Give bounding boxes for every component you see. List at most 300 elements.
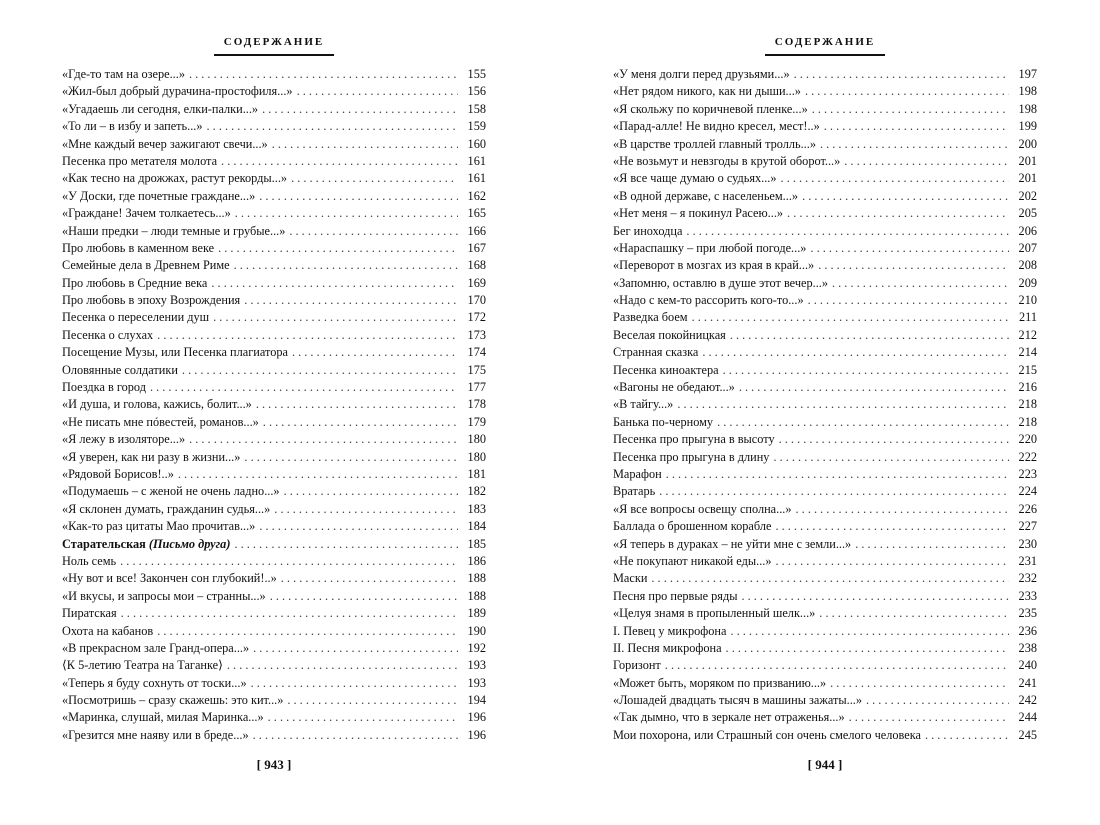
toc-entry — [613, 414, 1037, 431]
toc-entry-title — [613, 483, 655, 500]
toc-entry-title-text: ⟨К 5-летию Театра на Таганке⟩ — [62, 658, 223, 673]
toc-entry — [613, 136, 1037, 153]
toc-entry-title-text: «У Доски, где почетные граждане...» — [62, 188, 256, 203]
dot-leader — [234, 536, 458, 553]
toc-entry-page: 197 — [1018, 67, 1037, 81]
toc-entry-title-text: Банька по-черному — [613, 414, 714, 429]
dot-leader — [234, 257, 458, 274]
toc-entry-page: 170 — [467, 293, 486, 308]
toc-entry-title-text: «Целуя знамя в пропыленный шелк...» — [613, 606, 816, 621]
toc-entry-title — [62, 605, 117, 622]
dot-leader — [686, 223, 1009, 240]
toc-entry-title-text: «Запомню, оставлю в душе этот вечер...» — [613, 275, 828, 290]
toc-entry — [613, 518, 1037, 535]
dot-leader — [844, 153, 1009, 170]
dot-leader — [270, 588, 458, 605]
toc-entry — [613, 640, 1037, 657]
toc-entry-page: 201 — [1018, 153, 1037, 168]
toc-entry-title-text: «Где-то там на озере...» — [62, 67, 185, 81]
toc-entry-title — [613, 101, 808, 118]
toc-entry — [613, 501, 1037, 518]
toc-entry-title — [62, 588, 266, 605]
toc-entry — [62, 362, 486, 379]
toc-entry-title-text: «Маринка, слушай, милая Маринка...» — [62, 710, 264, 725]
toc-entry-page: 158 — [467, 101, 486, 116]
toc-entry-page: 168 — [467, 258, 486, 273]
toc-entry-title — [62, 136, 268, 153]
toc-entry-page: 238 — [1018, 640, 1037, 655]
dot-leader — [263, 414, 458, 431]
toc-entry-page: 182 — [467, 484, 486, 499]
toc-entry-title — [62, 170, 287, 187]
toc-entry — [613, 309, 1037, 326]
toc-entry-page: 155 — [467, 67, 486, 81]
toc-entry-page: 214 — [1018, 345, 1037, 360]
toc-entry-title — [613, 570, 647, 587]
toc-entry — [613, 431, 1037, 448]
toc-entry-title — [613, 257, 814, 274]
toc-entry-title — [613, 136, 816, 153]
right-page — [613, 0, 1037, 825]
toc-entry-title — [62, 536, 230, 553]
left-page — [62, 0, 486, 825]
dot-leader — [741, 588, 1009, 605]
toc-entry-page: 185 — [467, 536, 486, 551]
toc-entry-title-text: «Граждане! Зачем толкаетесь...» — [62, 206, 231, 221]
toc-entry-title-text: Оловянные солдатики — [62, 362, 178, 377]
toc-entry — [62, 153, 486, 170]
toc-entry-title — [613, 275, 828, 292]
toc-entry — [62, 66, 486, 83]
dot-leader — [819, 605, 1009, 622]
dot-leader — [121, 605, 458, 622]
toc-entry-title — [62, 623, 153, 640]
toc-entry — [62, 431, 486, 448]
toc-entry — [62, 657, 486, 674]
toc-entry-page: 210 — [1018, 293, 1037, 308]
toc-entry-title — [613, 327, 726, 344]
toc-entry-title-text: «У меня долги перед друзьями...» — [613, 67, 790, 81]
dot-leader — [830, 675, 1009, 692]
toc-entry — [613, 205, 1037, 222]
toc-entry-title — [62, 501, 270, 518]
toc-entry-page: 167 — [467, 240, 486, 255]
toc-entry-title — [62, 188, 255, 205]
toc-entry-page: 192 — [467, 640, 486, 655]
toc-entry — [62, 588, 486, 605]
dot-leader — [284, 483, 458, 500]
toc-entry-title — [62, 727, 249, 744]
toc-entry-title-text: «Подумаешь – с женой не очень ладно...» — [62, 484, 280, 499]
toc-entry-page: 173 — [467, 327, 486, 342]
toc-entry — [613, 570, 1037, 587]
toc-entry-title — [62, 83, 293, 100]
toc-entry-title-text: Бег иноходца — [613, 223, 683, 238]
toc-entry-page: 200 — [1018, 136, 1037, 151]
toc-entry — [613, 66, 1037, 83]
toc-entry-title-text: «Так дымно, что в зеркале нет отраженья...» — [613, 710, 845, 725]
dot-leader — [730, 327, 1009, 344]
dot-leader — [730, 623, 1009, 640]
toc-entry — [62, 83, 486, 100]
toc-entry-title-text: «И душа, и голова, кажись, болит...» — [62, 397, 252, 412]
dot-leader — [812, 101, 1009, 118]
toc-entry — [613, 240, 1037, 257]
toc-entry-title — [613, 188, 798, 205]
dot-leader — [272, 136, 458, 153]
toc-entry-page: 188 — [467, 571, 486, 586]
toc-entry-title — [613, 66, 790, 83]
toc-entry-page: 190 — [467, 623, 486, 638]
toc-entry — [613, 675, 1037, 692]
toc-entry-title — [613, 727, 921, 744]
toc-entry-page: 160 — [467, 136, 486, 151]
toc-entry-title-text: Охота на кабанов — [62, 623, 154, 638]
toc-entry-page: 159 — [467, 119, 486, 134]
header-rule — [214, 54, 334, 56]
toc-entry-page: 156 — [467, 84, 486, 99]
toc-entry — [613, 466, 1037, 483]
toc-entry-title-text: Ноль семь — [62, 553, 117, 568]
dot-leader — [150, 379, 458, 396]
toc-entry-page: 205 — [1018, 206, 1037, 221]
toc-entry-title-text: Песенка о слухах — [62, 327, 154, 342]
dot-leader — [659, 483, 1009, 500]
dot-leader — [287, 692, 458, 709]
toc-entry-title-text: Про любовь в эпоху Возрождения — [62, 293, 241, 308]
toc-entry — [62, 101, 486, 118]
dot-leader — [253, 727, 458, 744]
dot-leader — [251, 675, 458, 692]
toc-entry-title — [62, 553, 116, 570]
toc-entry-title — [613, 153, 840, 170]
toc-entry-page: 175 — [467, 362, 486, 377]
toc-entry-page: 201 — [1018, 171, 1037, 186]
toc-entry — [62, 605, 486, 622]
toc-entry-title-text: «Нет меня – я покинул Расею...» — [613, 206, 784, 221]
toc-entry-title-text: Посещение Музы, или Песенка плагиатора — [62, 345, 288, 360]
dot-leader — [677, 396, 1009, 413]
dot-leader — [781, 170, 1009, 187]
dot-leader — [723, 362, 1009, 379]
page-number: [ 943 ] — [256, 757, 292, 772]
toc-entry-title-text: «Я уверен, как ни разу в жизни...» — [62, 449, 241, 464]
toc-entry-title-text: «Я теперь в дураках – не уйти мне с земли...» — [613, 536, 852, 551]
dot-leader — [866, 692, 1009, 709]
toc-entry — [62, 188, 486, 205]
page-number: [ 944 ] — [807, 757, 843, 772]
dot-leader — [726, 640, 1009, 657]
toc-entry — [62, 170, 486, 187]
toc-entry — [62, 414, 486, 431]
toc-entry-title — [613, 449, 769, 466]
toc-entry — [613, 483, 1037, 500]
toc-entry-page: 166 — [467, 223, 486, 238]
toc-entry-title — [62, 709, 264, 726]
dot-leader — [289, 223, 458, 240]
toc-entry-title — [62, 657, 223, 674]
toc-entry-title — [613, 536, 851, 553]
toc-entry-page: 215 — [1018, 362, 1037, 377]
toc-entry-page: 202 — [1018, 188, 1037, 203]
dot-leader — [849, 709, 1009, 726]
toc-entry — [62, 501, 486, 518]
toc-entry-title-text: «Рядовой Борисов!..» — [62, 466, 174, 481]
toc-entry-title — [613, 396, 673, 413]
toc-entry-title-text: «Теперь я буду сохнуть от тоски...» — [62, 675, 247, 690]
toc-entry-title — [62, 431, 185, 448]
toc-entry-title — [613, 553, 772, 570]
toc-entry — [613, 692, 1037, 709]
toc-entry-title-text: «Наши предки – люди темные и грубые...» — [62, 223, 286, 238]
toc-entry-title — [62, 275, 207, 292]
toc-entry-title — [62, 292, 240, 309]
toc-entry — [613, 379, 1037, 396]
toc-entry-title-text: «Может быть, моряком по призванию...» — [613, 675, 827, 690]
toc-entry-title-text: Маски — [613, 571, 648, 586]
toc-entry-title — [62, 101, 258, 118]
toc-entry-title-text: «Жил-был добрый дурачина-простофиля...» — [62, 84, 293, 99]
toc-entry — [613, 362, 1037, 379]
toc-entry — [62, 275, 486, 292]
toc-entry-page: 218 — [1018, 414, 1037, 429]
toc-entry-subtitle: (Письмо друга) — [148, 536, 231, 551]
toc-entry-page: 162 — [467, 188, 486, 203]
toc-entry-title — [62, 309, 209, 326]
toc-entry — [613, 536, 1037, 553]
toc-entry-title-text: «И вкусы, и запросы мои – странны...» — [62, 588, 266, 603]
toc-entry-title-text: «Не покупают никакой еды...» — [613, 553, 772, 568]
toc-entry-page: 220 — [1018, 432, 1037, 447]
toc-entry-title — [613, 83, 801, 100]
toc-entry-title — [613, 605, 815, 622]
toc-entry-title-text: «Переворот в мозгах из края в край...» — [613, 258, 815, 273]
toc-entry — [613, 275, 1037, 292]
dot-leader — [794, 66, 1009, 83]
toc-entry — [62, 727, 486, 744]
toc-entry — [62, 692, 486, 709]
toc-entry — [613, 170, 1037, 187]
toc-entry — [62, 327, 486, 344]
dot-leader — [796, 501, 1009, 518]
toc-entry-title — [62, 257, 230, 274]
dot-leader — [779, 431, 1009, 448]
toc-entry-title — [62, 223, 285, 240]
dot-leader — [182, 362, 458, 379]
toc-entry-title-text: «Я скольжу по коричневой пленке...» — [613, 101, 808, 116]
toc-entry-title-text: «Как тесно на дрожжах, растут рекорды...» — [62, 171, 288, 186]
toc-entry — [613, 657, 1037, 674]
toc-entry-page: 241 — [1018, 675, 1037, 690]
toc-entry — [613, 588, 1037, 605]
toc-entry-title — [62, 675, 247, 692]
toc-entry — [62, 570, 486, 587]
toc-entry-title — [62, 692, 283, 709]
toc-entry-page: 179 — [467, 414, 486, 429]
toc-entry-page: 236 — [1018, 623, 1037, 638]
toc-entry — [613, 257, 1037, 274]
toc-entry-title-text: Песенка про прыгуна в длину — [613, 449, 770, 464]
toc-entry-title — [62, 362, 178, 379]
toc-entry-title-text: Про любовь в Средние века — [62, 275, 208, 290]
toc-entry-page: 216 — [1018, 380, 1037, 395]
toc-entry-page: 232 — [1018, 571, 1037, 586]
dot-leader — [178, 466, 458, 483]
toc-entry — [613, 709, 1037, 726]
toc-entry-page: 196 — [467, 710, 486, 725]
dot-leader — [221, 153, 458, 170]
toc-entry-page: 211 — [1019, 310, 1037, 325]
toc-entry-title-text: «Не писать мне пóвестей, романов...» — [62, 414, 259, 429]
dot-leader — [805, 83, 1009, 100]
dot-leader — [832, 275, 1009, 292]
dot-leader — [213, 309, 458, 326]
toc-entry — [613, 118, 1037, 135]
toc-entry-page: 207 — [1018, 240, 1037, 255]
toc-entry-title — [613, 657, 661, 674]
toc-entry-title-text: «Лошадей двадцать тысяч в машины зажаты...» — [613, 693, 862, 708]
toc-entry-page: 169 — [467, 275, 486, 290]
toc-entry-page: 233 — [1018, 588, 1037, 603]
toc-entry — [62, 466, 486, 483]
toc-entry-title — [62, 66, 185, 83]
toc-entry-page: 183 — [467, 501, 486, 516]
toc-entry — [62, 709, 486, 726]
toc-entry-page: 161 — [467, 153, 486, 168]
dot-leader — [925, 727, 1009, 744]
dot-leader — [297, 83, 458, 100]
toc-entry-title — [613, 118, 820, 135]
toc-entry-title — [613, 692, 862, 709]
toc-entry-page: 222 — [1018, 449, 1037, 464]
toc-entry-title-text: Старательская — [62, 536, 146, 551]
toc-entry-page: 180 — [467, 432, 486, 447]
toc-entry-title — [613, 309, 688, 326]
dot-leader — [808, 292, 1009, 309]
toc-entry — [62, 292, 486, 309]
toc-entry-title-text: Песенка о переселении душ — [62, 310, 210, 325]
toc-entry-title-text: «В тайгу...» — [613, 397, 674, 412]
toc-entry-title-text: «В одной державе, с населеньем...» — [613, 188, 799, 203]
toc-entry-title-text: «То ли – в избу и запеть...» — [62, 119, 203, 134]
dot-leader — [253, 640, 458, 657]
toc-entry-page: 244 — [1018, 710, 1037, 725]
toc-entry-title — [62, 205, 231, 222]
toc-entry-page: 224 — [1018, 484, 1037, 499]
toc-entry — [613, 101, 1037, 118]
toc-entry — [613, 327, 1037, 344]
toc-entry — [62, 118, 486, 135]
dot-leader — [717, 414, 1009, 431]
toc-entry-title-text: «Мне каждый вечер зажигают свечи...» — [62, 136, 268, 151]
toc-entry-title-text: Вратарь — [613, 484, 656, 499]
dot-leader — [702, 344, 1009, 361]
toc-entry-page: 240 — [1018, 658, 1037, 673]
toc-entry-page: 180 — [467, 449, 486, 464]
toc-entry — [62, 205, 486, 222]
toc-entry-page: 193 — [467, 658, 486, 673]
toc-entry-title — [613, 205, 783, 222]
dot-leader — [665, 657, 1009, 674]
toc-entry-page: 206 — [1018, 223, 1037, 238]
toc-entry-page: 178 — [467, 397, 486, 412]
dot-leader — [120, 553, 458, 570]
toc-entry-page: 174 — [467, 345, 486, 360]
toc-entry-title-text: «Я все вопросы освещу сполна...» — [613, 501, 792, 516]
toc-entry-page: 172 — [467, 310, 486, 325]
toc-entry — [62, 379, 486, 396]
toc-entry-page: 193 — [467, 675, 486, 690]
dot-leader — [651, 570, 1009, 587]
dot-leader — [291, 170, 458, 187]
toc-entry-title-text: Песенка киноактера — [613, 362, 719, 377]
toc-entry-page: 184 — [467, 519, 486, 534]
dot-leader — [259, 188, 458, 205]
dot-leader — [775, 518, 1009, 535]
toc-entry — [62, 483, 486, 500]
toc-entry-title — [613, 431, 775, 448]
toc-entry-title-text: Песня про первые ряды — [613, 588, 738, 603]
toc-entry-title — [613, 414, 713, 431]
toc-entry-page: 227 — [1018, 519, 1037, 534]
toc-entry — [62, 675, 486, 692]
toc-entry-title — [62, 118, 203, 135]
toc-entry — [62, 309, 486, 326]
toc-entry-title — [613, 518, 771, 535]
toc-entry-page: 194 — [467, 693, 486, 708]
toc-entry-title — [62, 570, 277, 587]
toc-entry-title — [613, 170, 777, 187]
toc-entry-title-text: Веселая покойницкая — [613, 327, 726, 342]
toc-entry — [62, 553, 486, 570]
dot-leader — [259, 518, 458, 535]
toc-entry-title — [613, 501, 792, 518]
toc-entry-title-text: «Посмотришь – сразу скажешь: это кит...» — [62, 693, 284, 708]
toc-entry-title-text: «Я лежу в изоляторе...» — [62, 432, 186, 447]
toc-entry-page: 165 — [467, 206, 486, 221]
dot-leader — [227, 657, 458, 674]
dot-leader — [739, 379, 1009, 396]
dot-leader — [211, 275, 458, 292]
toc-entry-title-text: I. Певец у микрофона — [613, 623, 727, 638]
toc-entry-title — [613, 223, 682, 240]
toc-entry-title-text: Мои похорона, или Страшный сон очень смелого человека — [613, 727, 921, 742]
toc-entry-title — [613, 292, 804, 309]
toc-entry — [62, 536, 486, 553]
header-rule — [765, 54, 885, 56]
dot-leader — [787, 205, 1009, 222]
dot-leader — [692, 309, 1009, 326]
page-header: СОДЕРЖАНИЕ — [774, 36, 876, 48]
toc-entry-page: 230 — [1018, 536, 1037, 551]
toc-entry — [613, 623, 1037, 640]
toc-entry-page: 161 — [467, 171, 486, 186]
dot-leader — [776, 553, 1010, 570]
toc-entry-title — [62, 414, 259, 431]
toc-entry-title-text: Странная сказка — [613, 345, 699, 360]
toc-entry-title — [613, 588, 737, 605]
toc-entry-title-text: «Нет рядом никого, как ни дыши...» — [613, 84, 801, 99]
dot-leader — [189, 66, 458, 83]
toc-entry — [613, 292, 1037, 309]
toc-entry-title — [613, 709, 845, 726]
toc-entry-title — [62, 396, 252, 413]
dot-leader — [855, 536, 1009, 553]
dot-leader — [824, 118, 1009, 135]
dot-leader — [189, 431, 458, 448]
toc-entry-page: 198 — [1018, 84, 1037, 99]
toc-entry-title — [613, 466, 662, 483]
